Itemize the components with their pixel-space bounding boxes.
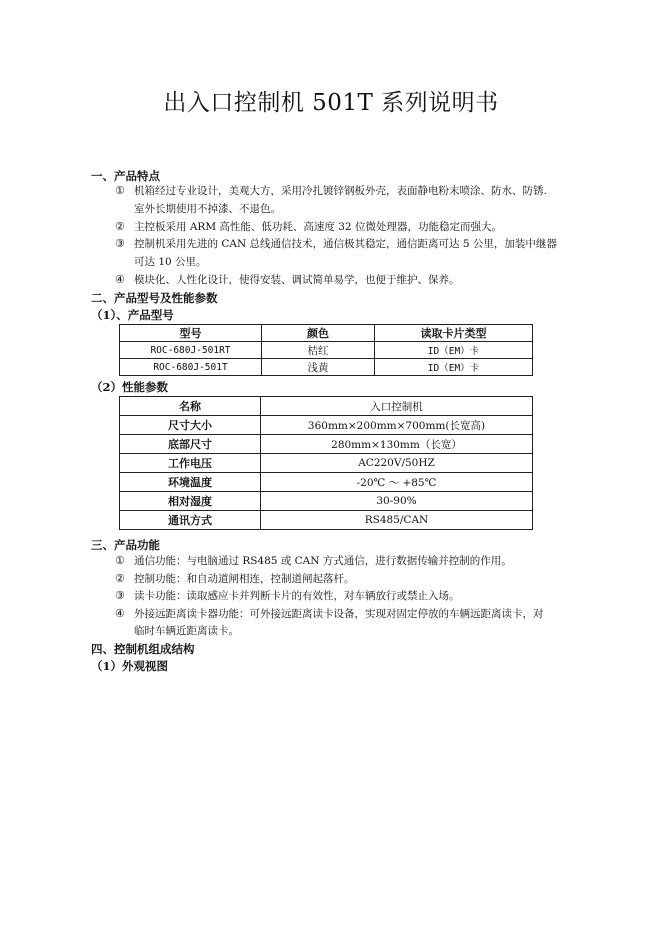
table-row [120,397,533,416]
table-row [120,492,533,511]
table-row [120,511,533,530]
section-1-heading: 一、产品特点 [91,169,160,183]
document-title: 出入口控制机 501T 系列说明书 [163,90,499,116]
list-item-text: 模块化、人性化设计，使得安装、调试简单易学，也便于维护、保养。 [134,274,460,286]
table-cell: 浅黄 [262,359,375,376]
table-cell-label: 名称 [120,397,261,416]
table-cell-value: 360mm×200mm×700mm(长宽高) [261,416,533,435]
table-cell-value: -20℃ ～ +85℃ [261,473,533,492]
table-row [120,359,533,376]
list-item-number: ① [115,184,125,197]
table-cell-label: 环境温度 [120,473,261,492]
subsection-exterior-heading: （1）外观视图 [91,659,169,673]
subsection-model-heading: （1）、产品型号 [91,308,174,322]
table-header-cell: 型号 [120,325,262,342]
list-item-number: ② [115,220,125,233]
table-cell: ROC-680J-501RT [120,342,262,359]
list-item-number: ② [115,572,125,585]
table-header-cell: 读取卡片类型 [375,325,533,342]
list-item-text-cont: 可达 10 公里。 [134,256,207,268]
table-cell: ID（EM）卡 [375,342,533,359]
list-item-text: 控制功能：和自动道闸相连，控制道闸起落杆。 [134,573,355,585]
table-header-cell: 颜色 [262,325,375,342]
table-cell-label: 工作电压 [120,454,261,473]
list-item-number: ① [115,554,125,567]
list-item-text-cont: 室外长期使用不掉漆、不退色。 [134,203,281,215]
performance-table [119,396,533,530]
table-cell-value: 入口控制机 [261,397,533,416]
table-cell-value: RS485/CAN [261,511,533,530]
list-item-text-cont: 临时车辆近距离读卡。 [134,625,239,637]
section-2-heading: 二、产品型号及性能参数 [91,291,218,305]
list-item-text: 控制机采用先进的 CAN 总线通信技术，通信极其稳定，通信距离可达 5 公里，加装中继器 [134,238,557,250]
table-cell-label: 通讯方式 [120,511,261,530]
table-row [120,473,533,492]
section-3-heading: 三、产品功能 [91,538,160,552]
list-item-text: 通信功能：与电脑通过 RS485 或 CAN 方式通信，进行数据传输并控制的作用。 [134,555,512,567]
list-item-text: 读卡功能：读取感应卡并判断卡片的有效性，对车辆放行或禁止入场。 [134,590,460,602]
table-header-row [120,325,533,342]
table-cell-label: 尺寸大小 [120,416,261,435]
section-4-heading: 四、控制机组成结构 [91,642,195,656]
list-item-text: 机箱经过专业设计，美观大方，采用冷扎镀锌钢板外壳，表面静电粉末喷涂、防水、防锈. [134,185,547,197]
table-cell-label: 底部尺寸 [120,435,261,454]
table-row [120,454,533,473]
table-row [120,342,533,359]
table-cell: ID（EM）卡 [375,359,533,376]
list-item-text: 主控板采用 ARM 高性能、低功耗、高速度 32 位微处理器，功能稳定而强大。 [134,221,502,233]
table-cell-value: AC220V/50HZ [261,454,533,473]
list-item-number: ③ [115,589,125,602]
table-cell-value: 280mm×130mm（长宽） [261,435,533,454]
table-row [120,416,533,435]
table-cell-value: 30-90% [261,492,533,511]
list-item-number: ③ [115,237,125,250]
model-table [119,324,533,376]
list-item-text: 外接远距离读卡器功能：可外接远距离读卡设备，实现对固定停放的车辆远距离读卡，对 [134,608,544,620]
table-row [120,435,533,454]
subsection-performance-heading: （2）性能参数 [91,380,169,394]
table-cell-label: 相对湿度 [120,492,261,511]
table-cell: ROC-680J-501T [120,359,262,376]
table-cell: 桔红 [262,342,375,359]
list-item-number: ④ [115,273,125,286]
list-item-number: ④ [115,607,125,620]
